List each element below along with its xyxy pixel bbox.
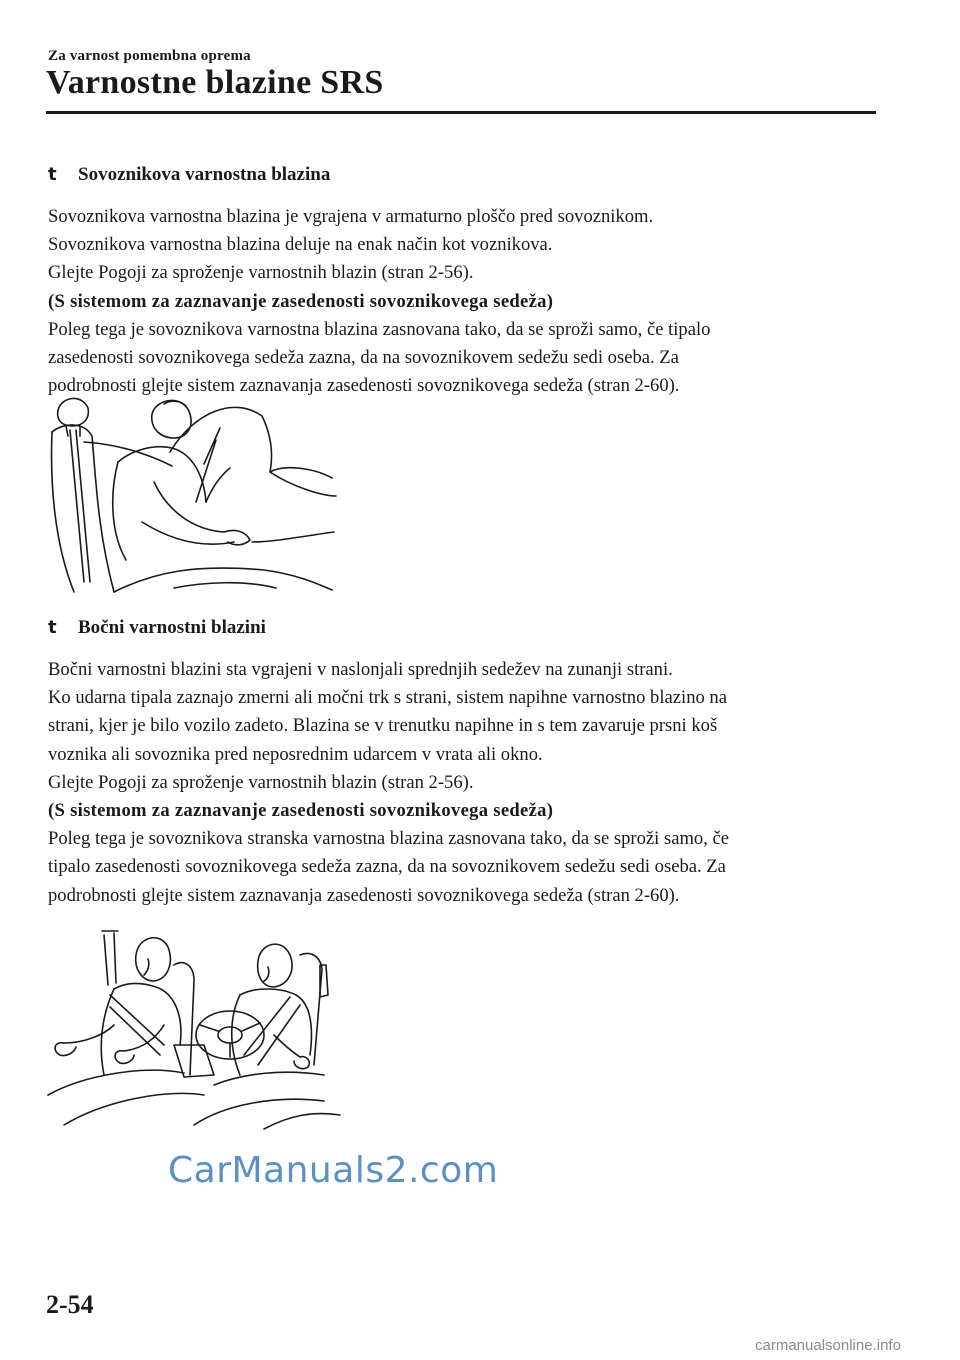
body-line: Bočni varnostni blazini sta vgrajeni v naslonjali sprednjih sedežev na zunanji strani. <box>48 659 673 680</box>
watermark: CarManuals2.com <box>168 1150 499 1191</box>
side-airbags-illustration <box>44 925 344 1135</box>
section-label: Za varnost pomembna oprema <box>48 48 251 64</box>
section-heading-side-airbags <box>48 617 266 639</box>
section-heading-text: Bočni varnostni blazini <box>78 617 266 638</box>
body-line: Glejte Pogoji za sproženje varnostnih blazin (stran 2-56). <box>48 771 474 793</box>
condition-line: (S sistemom za zaznavanje zasedenosti sovoznikovega sedeža) <box>48 800 554 822</box>
body-line: Poleg tega je sovoznikova varnostna blazina zasnovana tako, da se sproži samo, če tipalo <box>48 318 711 340</box>
body-line: zasedenosti sovoznikovega sedeža zazna, da na sovoznikovem sedežu sedi oseba. Za <box>48 347 679 369</box>
body-line: Sovoznikova varnostna blazina deluje na enak način kot voznikova. <box>48 234 553 256</box>
section1-body <box>48 203 878 400</box>
body-line: voznika ali sovoznika pred neposrednim udarcem v vrata ali okno. <box>48 743 543 765</box>
body-line: podrobnosti glejte sistem zaznavanja zasedenosti sovoznikovega sedeža (stran 2-60). <box>48 375 680 397</box>
body-line: Poleg tega je sovoznikova stranska varnostna blazina zasnovana tako, da se sproži samo, če <box>48 828 730 850</box>
page-number: 2-54 <box>46 1290 94 1319</box>
footer-watermark: carmanualsonline.info <box>755 1337 901 1354</box>
body-line: Ko udarna tipala zaznajo zmerni ali močni trk s strani, sistem napihne varnostno blazino na <box>48 687 727 709</box>
passenger-airbag-illustration <box>44 392 344 597</box>
condition-line: (S sistemom za zaznavanje zasedenosti sovoznikovega sedeža) <box>48 290 554 312</box>
body-line: podrobnosti glejte sistem zaznavanja zasedenosti sovoznikovega sedeža (stran 2-60). <box>48 884 680 906</box>
section-heading-passenger-airbag <box>48 164 330 186</box>
body-line: tipalo zasedenosti sovoznikovega sedeža zazna, da na sovoznikovem sedežu sedi oseba. Za <box>48 856 726 878</box>
title-rule <box>46 111 876 114</box>
section-heading-text: Sovoznikova varnostna blazina <box>78 164 331 185</box>
section2-body <box>48 656 878 910</box>
page-title: Varnostne blazine SRS <box>46 64 384 101</box>
body-line: Sovoznikova varnostna blazina je vgrajena v armaturno ploščo pred sovoznikom. <box>48 206 654 227</box>
body-line: Glejte Pogoji za sproženje varnostnih blazin (stran 2-56). <box>48 262 474 284</box>
body-line: strani, kjer je bilo vozilo zadeto. Blazina se v trenutku napihne in s tem zavaruje prsni koš <box>48 715 718 737</box>
bullet-icon: t <box>48 617 57 638</box>
bullet-icon: t <box>48 164 57 185</box>
